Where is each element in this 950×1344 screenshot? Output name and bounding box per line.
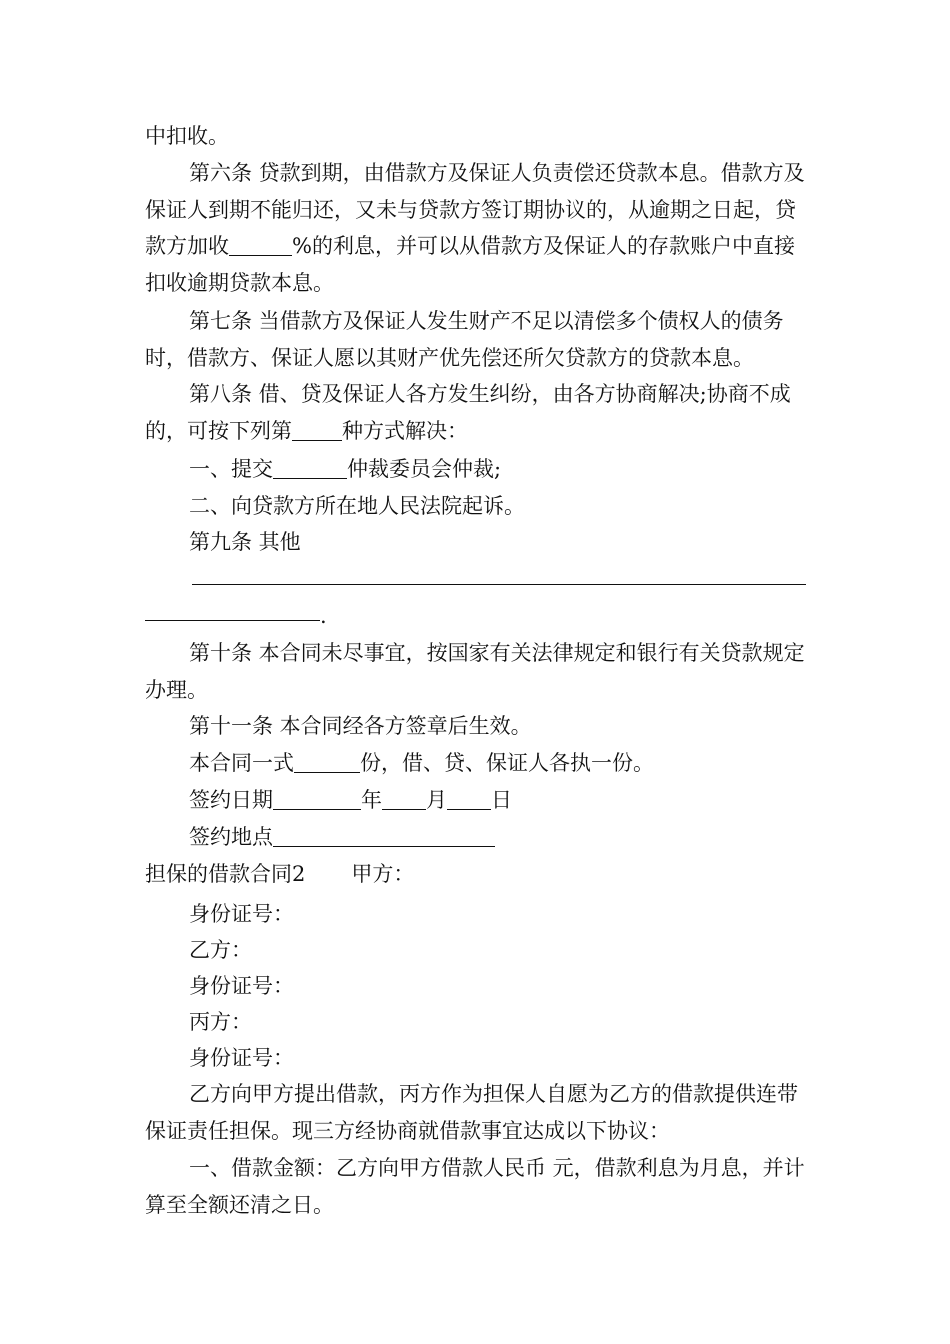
- article-8-text-2: 种方式解决：: [342, 418, 468, 443]
- contract-2-clause-1: [145, 1150, 810, 1223]
- party-c-id: [189, 1040, 294, 1076]
- article-7: [145, 303, 810, 376]
- party-a-id-label: 身份证号：: [189, 902, 294, 926]
- party-c-id-label: 身份证号：: [189, 1046, 294, 1070]
- article-10: [145, 635, 810, 708]
- copies-line: [189, 745, 654, 781]
- contract-2-title: 担保的借款合同2: [145, 862, 306, 886]
- contract-2-heading: [145, 856, 414, 892]
- contract-2-clause-1-text: 一、借款金额：乙方向甲方借款人民币 元，借款利息为月息，并计算至全额还清之日。: [145, 1156, 805, 1217]
- copies-text-1: 本合同一式: [189, 751, 294, 775]
- arbitration-committee-blank: [273, 456, 347, 479]
- party-a-label: 甲方：: [351, 862, 415, 886]
- day-blank: [447, 787, 491, 810]
- contract-2-intro: [145, 1076, 810, 1149]
- copies-text-2: 份，借、贷、保证人各执一份。: [360, 751, 654, 775]
- paragraph-continuation: [145, 118, 229, 154]
- signing-place: [189, 819, 495, 855]
- article-9-text: 第九条 其他: [189, 530, 301, 554]
- option-arbitration: [189, 451, 501, 487]
- month-blank: [382, 787, 426, 810]
- article-6: [145, 155, 810, 301]
- article-11: [189, 708, 532, 744]
- day-label: 日: [491, 788, 512, 812]
- option-arbitration-text-1: 一、提交: [189, 457, 273, 481]
- year-blank: [273, 787, 361, 810]
- article-9: [189, 524, 301, 560]
- article-7-text: 第七条 当借款方及保证人发生财产不足以清偿多个债权人的债务时，借款方、保证人愿以其财产优先偿还所欠贷款方的贷款本息。: [145, 309, 784, 370]
- article-6-text-1: 第六条 贷款到期，由借款方及保证人负责偿还贷款本息。借款方及保证人到期不能归还，又未与贷款方签订期协议的，从逾期之日起，贷款方加收: [145, 161, 805, 258]
- contract-2-intro-text: 乙方向甲方提出借款，丙方作为担保人自愿为乙方的借款提供连带保证责任担保。现三方经协商就借款事宜达成以下协议：: [145, 1082, 798, 1143]
- other-terms-end-mark: .: [320, 604, 327, 628]
- copies-count-blank: [294, 750, 360, 773]
- year-label: 年: [361, 788, 382, 812]
- signing-date: [189, 782, 512, 818]
- option-court-text: 二、向贷款方所在地人民法院起诉。: [189, 494, 525, 518]
- party-c-label: 丙方：: [189, 1010, 252, 1034]
- method-number-blank: [292, 418, 342, 441]
- party-b-label: 乙方：: [189, 938, 252, 962]
- party-b-id: [189, 968, 294, 1004]
- other-terms-line-1: [192, 584, 806, 585]
- signing-place-blank: [273, 824, 495, 847]
- interest-rate-blank: [229, 233, 292, 256]
- party-b-id-label: 身份证号：: [189, 974, 294, 998]
- party-a-id: [189, 896, 294, 932]
- option-arbitration-text-2: 仲裁委员会仲裁;: [347, 457, 502, 481]
- party-c: [189, 1004, 252, 1040]
- other-terms-line-2: [145, 620, 320, 621]
- month-label: 月: [426, 788, 447, 812]
- signing-date-label: 签约日期: [189, 788, 273, 812]
- article-10-text: 第十条 本合同未尽事宜，按国家有关法律规定和银行有关贷款规定办理。: [145, 641, 805, 702]
- article-8: [145, 376, 810, 449]
- signing-place-label: 签约地点: [189, 825, 273, 849]
- article-8-text-1: 第八条 借、贷及保证人各方发生纠纷，由各方协商解决;协商不成的，可按下列第: [145, 382, 791, 443]
- party-b: [189, 932, 252, 968]
- article-6-text-2: %的利息，并可以从借款方及保证人的存款账户中直接扣收逾期贷款本息。: [145, 234, 795, 295]
- option-court: [189, 488, 525, 524]
- paragraph-text: 中扣收。: [145, 124, 229, 148]
- article-11-text: 第十一条 本合同经各方签章后生效。: [189, 714, 532, 738]
